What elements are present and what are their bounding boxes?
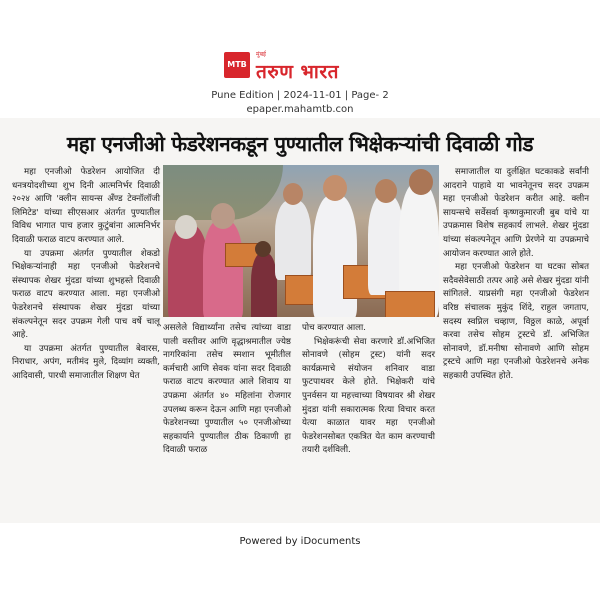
masthead [0,52,600,86]
paper-logo-icon: MTB [224,52,250,78]
article-paragraph: समाजातील या दुर्लक्षित घटकाकडे सर्वांनी आदराने पाहावे या भावनेतूनच सदर उपक्रम महा एनजीओ फेडरेशन करीत आहे. क्लीन सायन्सचे सर्वेसर्वा कृष्णकुमारजी बुब यांचे या उपक्रमास विशेष सहकार्य लाभले. शेखर मुंदडा यांच्या संकल्पनेतून आणि प्रेरणेने या उपक्रमाचे आयोजन करण्यात आले होते. [443,167,589,259]
article-paragraph: महा एनजीओ फेडरेशन आयोजित दी धनत्रयोदशीच्या शुभ दिनी आत्मनिर्भर दिवाळी २०२४ आणि 'क्लीन सायन्स अँण्ड टेक्नॉलॉजी लिमिटेड' यांच्या सीएसआर अंतर्गत पुण्यातील विविध भागात पाच हजार कुटुंबांना आत्मनिर्भर दिवाळी फराळ वाटप करण्यात आले. [12,167,160,245]
article-headline: महा एनजीओ फेडरेशनकडून पुण्यातील भिक्षेकऱ्यांची दिवाळी गोड [66,132,534,156]
epaper-url[interactable]: epaper.mahamtb.con [246,104,354,115]
article-photo [163,165,439,317]
article-paragraph: या उपक्रमा अंतर्गत पुण्यातील बेवारस, निराधार, अपंग, मतीमंद मुले, दिव्यांग व्यक्ती, आदिवासी, पारधी समाजातील शिक्षण घेत [12,343,160,381]
article-paragraph: या उपक्रमा अंतर्गत पुण्यातील शेकडो भिक्षेकऱ्यांनाही महा एनजीओ फेडरेशनचे संस्थापक शेखर मुंदडा यांच्या शुभहस्ते दिवाळी फराळ वाटप करण्यात आला. महा एनजीओ फेडरेशनचे संस्थापक शेखर मुंदडा यांच्या संकल्पनेतून सदर उपक्रम गेली पाच वर्षे चालू आहे. [12,248,160,341]
paper-name: तरुण भारत [256,61,339,83]
article-paragraph: महा एनजीओ फेडरेशन या घटका सोबत सदैवसेवेसाठी तत्पर आहे असे शेखर मुंदडा यांनी सांगितले. याप्रसंगी महा एनजीओ फेडरेशन वरिष्ठ संचालक मुकुंद शिंदे, राहुल जगताप, सदस्य स्वप्निल चव्हाण, विठ्ठल काळे, अपूर्वा करवा तसेच सोहम ट्रस्टचे डॉ. अभिजित सोनावणे, डॉ.मनीषा सोनावणे आणि सोहम ट्रस्टचे आणि महा एनजीओ फेडरेशनचे अनेक सहकारी उपस्थित होते. [443,262,589,381]
masthead-small-text: मुंबई [256,51,266,58]
article-paragraph: असलेले विद्यार्थ्यांना तसेच त्यांच्या वाडा पाली वस्तीवर आणि वृद्धाश्रमातील ज्येष्ठ नागरिकांना तसेच स्मशान भूमीतील कर्मचारी आणि सेवक यांना सदर दिवाळी फराळ वाटप करण्यात आले शिवाय या उपक्रमा अंतर्गत ४० महिलांना रोजगार उपलब्ध करून देऊन आणि महा एनजीओ फेडरेशनच्या पुण्यातील ५० एनजीओच्या सहकार्याने पुण्यातील ठीक ठिकाणी हा दिवाळी फराळ [163,323,291,456]
article-column-3 [302,322,435,458]
article-column-1 [12,166,160,384]
edition-line: Pune Edition | 2024-11-01 | Page- 2 [211,90,389,101]
article-paragraph: भिक्षेकरूंची सेवा करणारे डॉ.अभिजित सोनावणे (सोहम ट्रस्ट) यांनी सदर कार्यक्रमाचे संयोजन शनिवार वाडा फुटपाथवर केले होते. भिक्षेकरी यांचे पुनर्वसन या महत्त्वाच्या विषयावर श्री शेखर मुंदडा यांनी सकारात्मक रित्या विचार करत येत्या काळात यावर महा एनजीओ फेडरेशनसोबत एकत्रित येत काम करण्याची तयारी दर्शविली. [302,336,435,456]
article-paragraph: पोच करण्यात आला. [302,323,366,333]
article-column-4 [443,166,589,384]
powered-by-footer[interactable]: Powered by iDocuments [239,536,361,547]
article-column-2 [163,322,291,458]
